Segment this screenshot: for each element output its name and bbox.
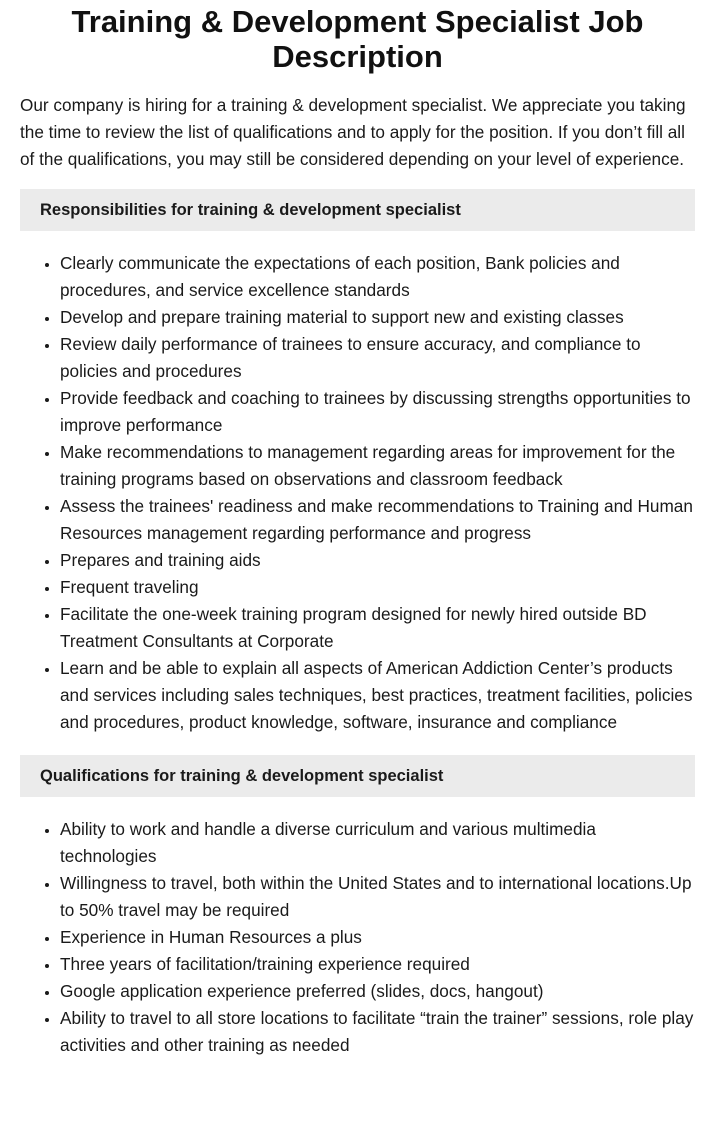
responsibilities-heading: Responsibilities for training & development specialist <box>20 189 695 231</box>
list-item: • Three years of facilitation/training experience required <box>60 951 695 978</box>
list-item: • Facilitate the one-week training program designed for newly hired outside BD Treatment Consultants at Corporate <box>60 601 695 655</box>
list-item: • Make recommendations to management regarding areas for improvement for the training programs based on observations and classroom feedback <box>60 439 695 493</box>
list-item: • Prepares and training aids <box>60 547 695 574</box>
list-item: • Experience in Human Resources a plus <box>60 924 695 951</box>
qualifications-heading: Qualifications for training & development specialist <box>20 755 695 797</box>
list-item: • Provide feedback and coaching to trainees by discussing strengths opportunities to improve performance <box>60 385 695 439</box>
list-item: • Willingness to travel, both within the United States and to international locations.Up to 50% travel may be required <box>60 870 695 924</box>
page-title: Training & Development Specialist Job Description <box>71 4 644 74</box>
intro-paragraph: Our company is hiring for a training & development specialist. We appreciate you taking the time to review the list of qualifications and to apply for the position. If you don’t fill all of the qualifications, you may still be considered depending on your level of experience. <box>20 95 686 169</box>
list-item: • Ability to travel to all store locations to facilitate “train the trainer” sessions, role play activities and other training as needed <box>60 1005 695 1059</box>
list-item: • Google application experience preferred (slides, docs, hangout) <box>60 978 695 1005</box>
list-item: • Ability to work and handle a diverse curriculum and various multimedia technologies <box>60 816 695 870</box>
qualifications-list <box>20 816 695 1059</box>
list-item: • Develop and prepare training material to support new and existing classes <box>60 304 695 331</box>
list-item: • Frequent traveling <box>60 574 695 601</box>
list-item: • Learn and be able to explain all aspects of American Addiction Center’s products and services including sales techniques, best practices, treatment facilities, policies and procedures, product knowledge, software, insurance and compliance <box>60 655 695 736</box>
list-item: • Assess the trainees' readiness and make recommendations to Training and Human Resources management regarding performance and progress <box>60 493 695 547</box>
list-item: • Clearly communicate the expectations of each position, Bank policies and procedures, and service excellence standards <box>60 250 695 304</box>
list-item: • Review daily performance of trainees to ensure accuracy, and compliance to policies and procedures <box>60 331 695 385</box>
responsibilities-list <box>20 250 695 736</box>
